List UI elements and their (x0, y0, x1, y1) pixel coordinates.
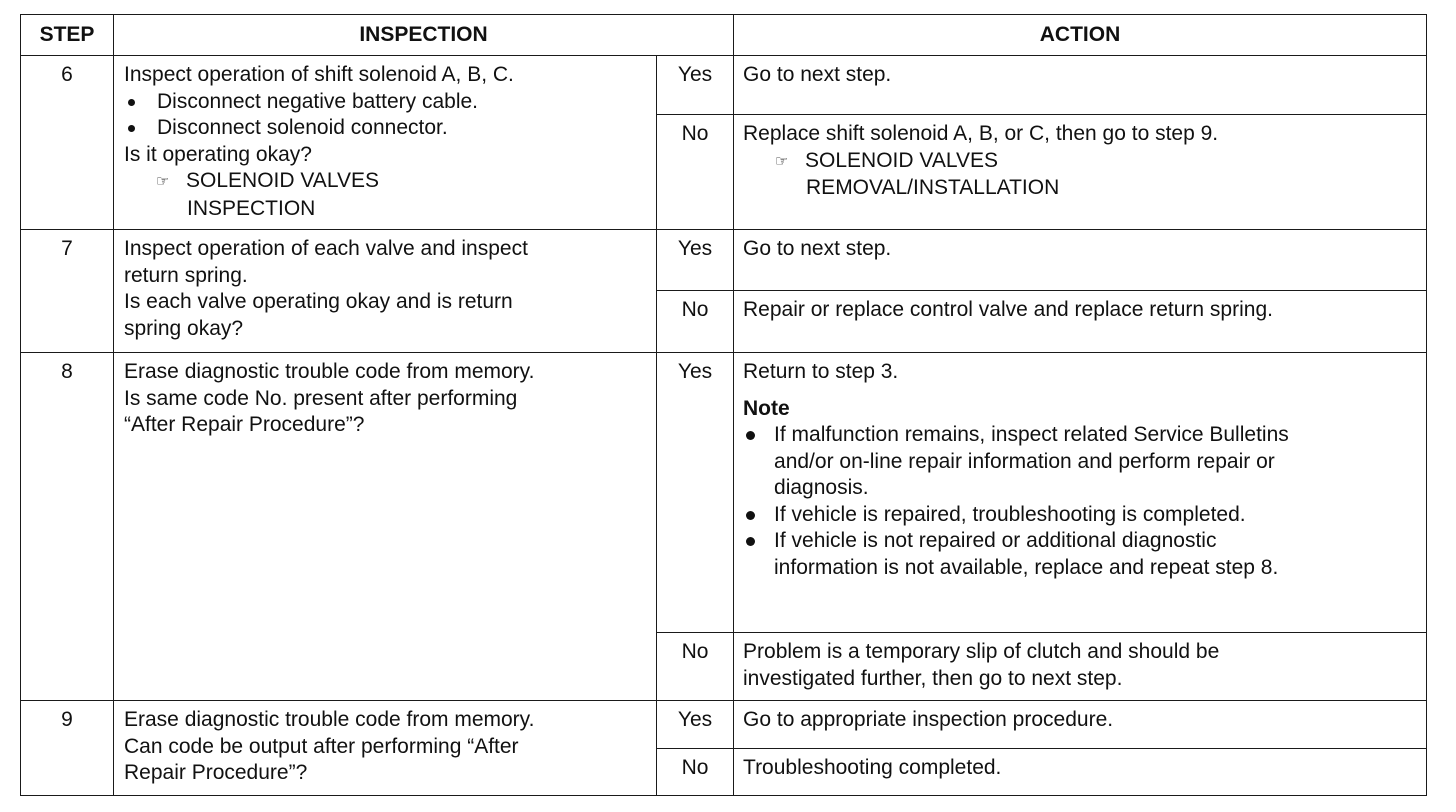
step-9-yes-row (21, 701, 1427, 749)
inspection-question: Is each valve operating okay and is return (124, 290, 513, 313)
header-inspection: INSPECTION (114, 15, 734, 56)
note-item (743, 528, 1418, 581)
inspection-text: Inspect operation of shift solenoid A, B, C. (124, 63, 514, 86)
step-number: 6 (21, 56, 114, 230)
note-text: and/or on-line repair information and perform repair or (774, 449, 1275, 473)
reference-text: REMOVAL/INSTALLATION (806, 176, 1060, 199)
inspection-text: Inspect operation of each valve and inspect (124, 237, 528, 260)
action-text: investigated further, then go to next step. (743, 666, 1123, 690)
inspection-question: Is it operating okay? (124, 142, 312, 166)
step-7-inspection (114, 230, 657, 353)
action-text: Problem is a temporary slip of clutch and should be (743, 640, 1220, 663)
no-label: No (657, 749, 734, 796)
header-step: STEP (21, 15, 114, 56)
reference-line (743, 148, 1418, 176)
no-action: Troubleshooting completed. (734, 749, 1427, 796)
step-8-inspection (114, 353, 657, 701)
note-text: information is not available, replace and repeat step 8. (774, 555, 1279, 579)
reference-hand-icon: ☞ (156, 173, 169, 190)
yes-action: Go to next step. (734, 56, 1427, 115)
note-item (743, 502, 1418, 529)
reference-text: SOLENOID VALVES (805, 148, 998, 172)
reference-hand-icon: ☞ (775, 152, 788, 170)
reference-line (124, 168, 648, 196)
no-action (734, 115, 1427, 230)
step-8-yes-row (21, 353, 1427, 633)
yes-label: Yes (657, 353, 734, 633)
action-text: Replace shift solenoid A, B, or C, then go to step 9. (743, 122, 1219, 145)
header-action: ACTION (734, 15, 1427, 56)
yes-action: Go to next step. (734, 230, 1427, 291)
yes-action: Go to appropriate inspection procedure. (734, 701, 1427, 749)
step-number: 8 (21, 353, 114, 701)
note-heading: Note (743, 396, 790, 420)
yes-action (734, 353, 1427, 633)
inspection-text: Erase diagnostic trouble code from memory. (124, 708, 535, 731)
step-6-inspection (114, 56, 657, 230)
inspection-text: return spring. (124, 263, 248, 287)
inspection-question: Repair Procedure”? (124, 761, 308, 784)
step-number: 9 (21, 701, 114, 796)
header-row (21, 15, 1427, 56)
yes-label: Yes (657, 230, 734, 291)
no-label: No (657, 291, 734, 353)
step-9-inspection (114, 701, 657, 796)
step-number: 7 (21, 230, 114, 353)
step-7-yes-row (21, 230, 1427, 291)
inspection-question: spring okay? (124, 316, 244, 340)
bullet-item: Disconnect solenoid connector. (124, 115, 648, 142)
note-text: If malfunction remains, inspect related Service Bulletins (774, 423, 1289, 446)
inspection-question: “After Repair Procedure”? (124, 413, 365, 436)
no-label: No (657, 115, 734, 230)
note-text: If vehicle is not repaired or additional diagnostic (774, 529, 1217, 552)
inspection-question: Can code be output after performing “After (124, 734, 519, 758)
step-6-yes-row (21, 56, 1427, 115)
diagnostic-table (20, 14, 1427, 796)
inspection-text: Erase diagnostic trouble code from memory. (124, 360, 535, 383)
no-label: No (657, 633, 734, 701)
reference-text: SOLENOID VALVES (186, 169, 379, 192)
note-item (743, 422, 1418, 502)
inspection-question: Is same code No. present after performing (124, 386, 518, 410)
no-action (734, 633, 1427, 701)
reference-text: INSPECTION (187, 196, 316, 220)
no-action: Repair or replace control valve and replace return spring. (734, 291, 1427, 353)
yes-label: Yes (657, 701, 734, 749)
note-text: diagnosis. (774, 476, 869, 499)
action-text: Return to step 3. (743, 360, 899, 383)
yes-label: Yes (657, 56, 734, 115)
note-text: If vehicle is repaired, troubleshooting is completed. (774, 502, 1246, 526)
bullet-item: Disconnect negative battery cable. (124, 89, 648, 116)
